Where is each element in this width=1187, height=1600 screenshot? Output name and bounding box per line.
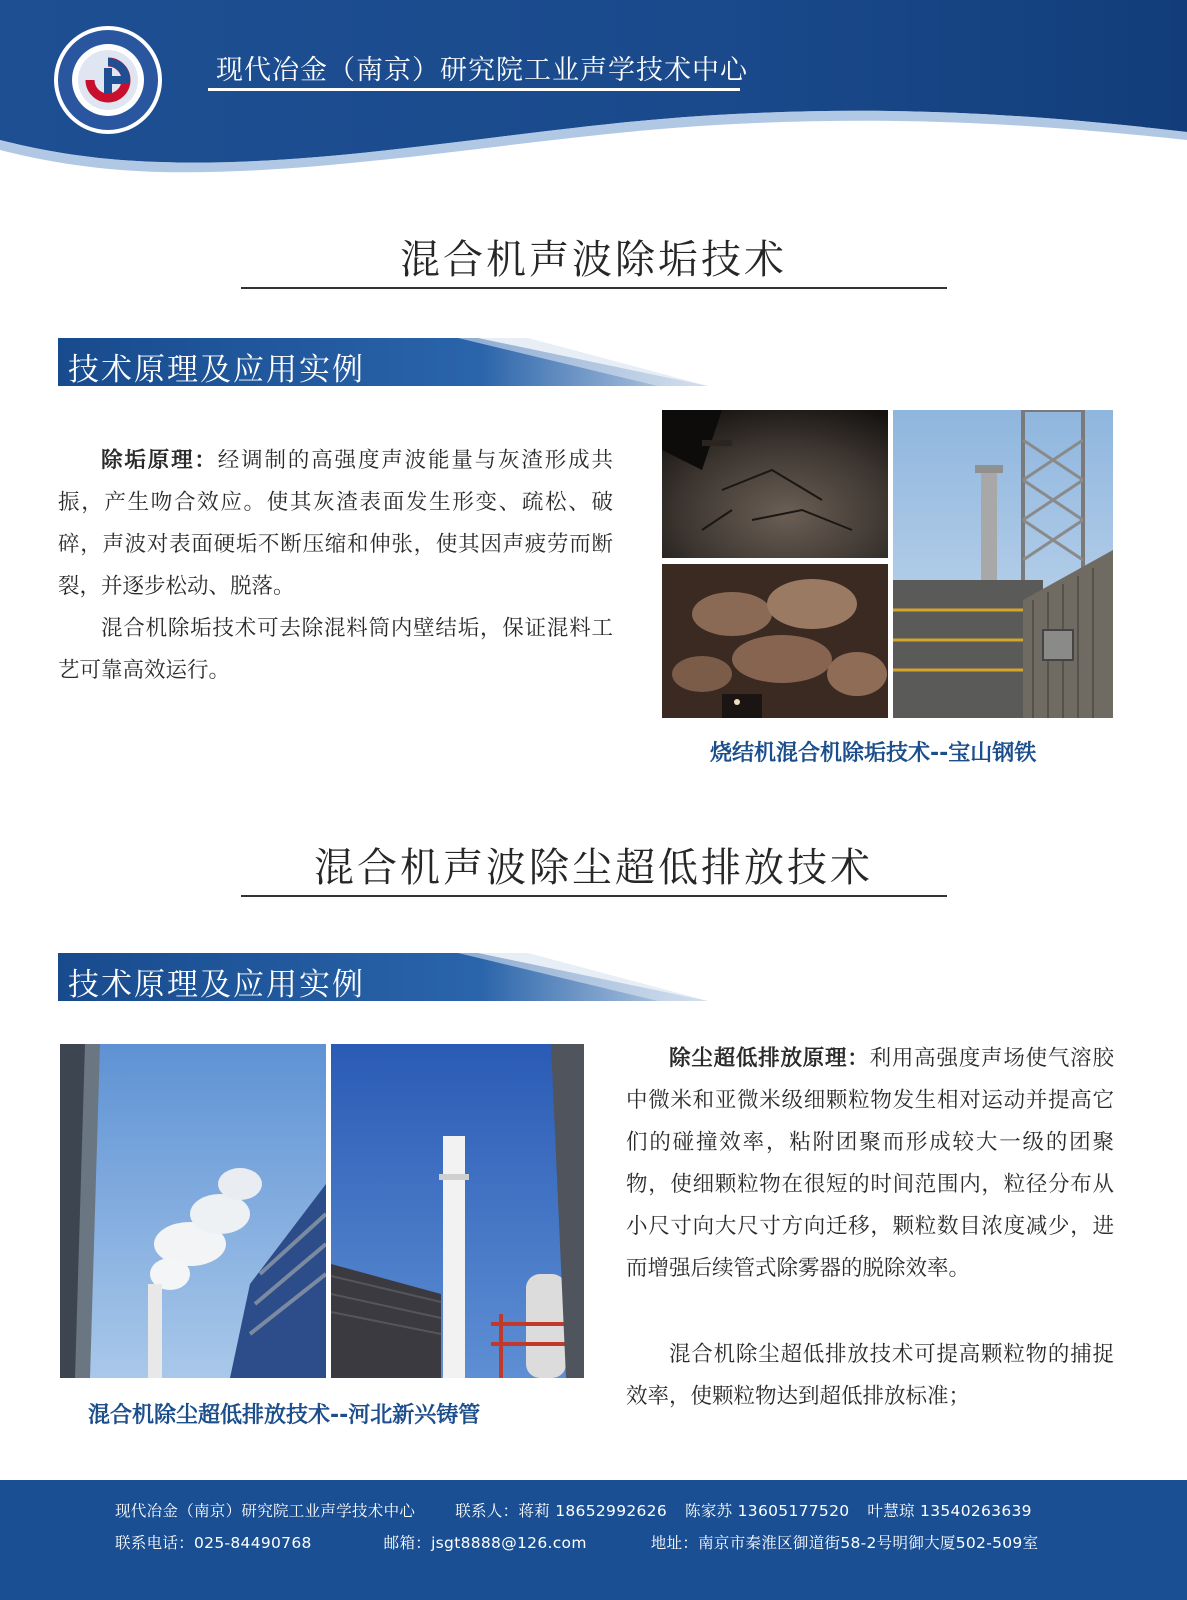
section2-photo-caption: 混合机除尘超低排放技术--河北新兴铸管	[88, 1403, 481, 1428]
footer-line-2	[115, 1531, 1038, 1553]
section1-title-rule	[241, 287, 947, 289]
section1-principle-label: 除垢原理：	[101, 448, 218, 473]
footer-contact-3: 叶慧琼 13540263639	[867, 1502, 1032, 1520]
section2-principle-label: 除尘超低排放原理：	[669, 1046, 870, 1071]
section2-title-rule	[241, 895, 947, 897]
footer-line-1	[115, 1499, 1032, 1521]
section2-banner	[58, 953, 708, 1003]
section1-banner-label: 技术原理及应用实例	[68, 352, 365, 388]
section2-title: 混合机声波除尘超低排放技术	[314, 845, 873, 891]
page-footer	[0, 1480, 1187, 1600]
section1-photo-caption: 烧结机混合机除垢技术--宝山钢铁	[710, 741, 1037, 766]
org-title: 现代冶金（南京）研究院工业声学技术中心	[216, 55, 748, 86]
section1-summary-paragraph: 混合机除垢技术可去除混料筒内壁结垢，保证混料工艺可靠高效运行。	[58, 616, 613, 683]
section1-principle-paragraph	[58, 440, 613, 608]
section2-principle-text: 利用高强度声场使气溶胶中微米和亚微米级细颗粒物发生相对运动并提高它们的碰撞效率，粘附团聚而形成较大一级的团聚物，使细颗粒物在很短的时间范围内，粒径分布从小尺寸向大尺寸方向迁移，颗粒数目浓度减少，进而增强后续管式除雾器的脱除效率。	[626, 1046, 1114, 1281]
stack-with-plume-photo	[60, 1044, 326, 1378]
white-chimney-photo	[331, 1044, 584, 1378]
mixer-drum-photo-bottom	[662, 564, 888, 718]
footer-phone: 联系电话：025-84490768	[115, 1534, 312, 1552]
plant-tower-photo	[893, 410, 1113, 718]
section1-title: 混合机声波除垢技术	[400, 237, 787, 283]
footer-contact-label: 联系人：	[455, 1502, 519, 1520]
footer-contact-2: 陈家苏 13605177520	[685, 1502, 850, 1520]
mixer-drum-photo-top	[662, 410, 888, 558]
section1-principle-text: 经调制的高强度声波能量与灰渣形成共振，产生吻合效应。使其灰渣表面发生形变、疏松、破碎，声波对表面硬垢不断压缩和伸张，使其因声疲劳而断裂，并逐步松动、脱落。	[58, 448, 613, 599]
footer-org: 现代冶金（南京）研究院工业声学技术中心	[115, 1502, 416, 1520]
page-header	[0, 0, 1187, 180]
footer-email: 邮箱：jsgt8888@126.com	[383, 1534, 587, 1552]
section2-principle-paragraph	[626, 1038, 1114, 1290]
section1-banner	[58, 338, 708, 388]
association-logo	[52, 24, 164, 136]
section2-banner-label: 技术原理及应用实例	[68, 967, 365, 1003]
org-title-underline	[208, 88, 740, 91]
footer-contact-1: 蒋莉 18652992626	[518, 1502, 668, 1520]
section2-summary-paragraph: 混合机除尘超低排放技术可提高颗粒物的捕捉效率，使颗粒物达到超低排放标准；	[626, 1342, 1114, 1409]
footer-address: 地址：南京市秦淮区御道街58-2号明御大厦502-509室	[650, 1534, 1039, 1552]
